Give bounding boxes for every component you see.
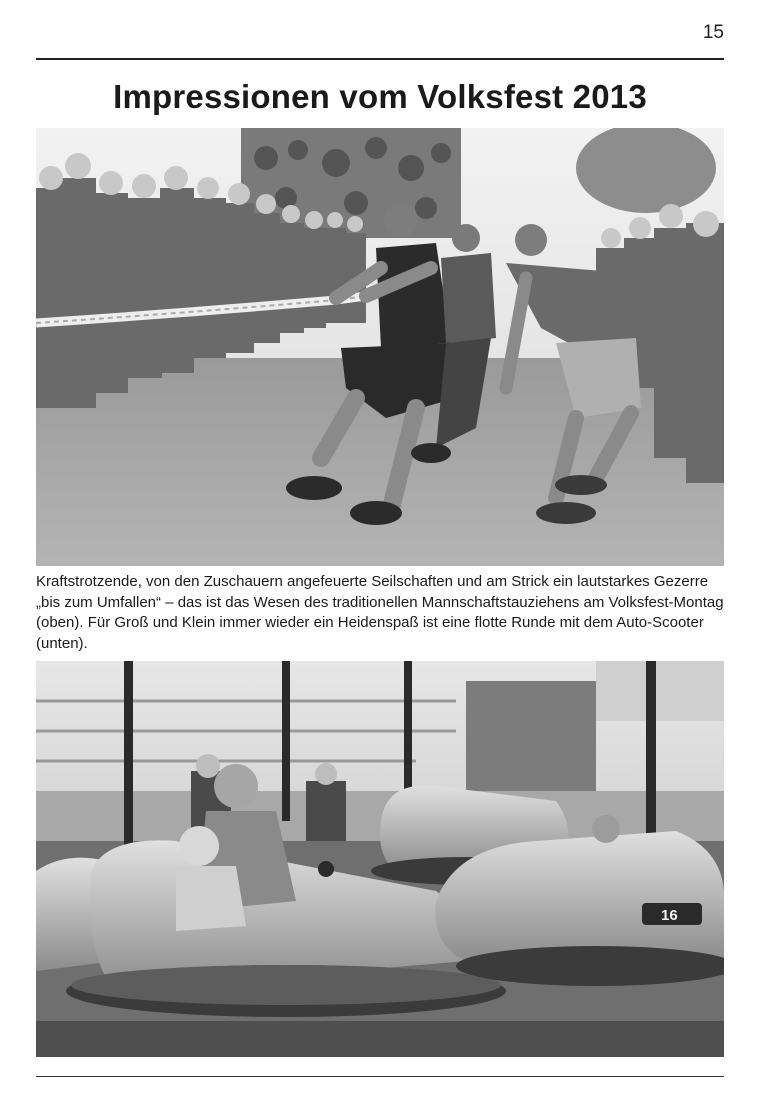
- tug-of-war-illustration: [36, 128, 724, 566]
- page-number: 15: [702, 22, 724, 43]
- photo-caption: Kraftstrotzende, von den Zuschauern angefeuerte Seilschaften und am Strick ein lautstarkes Gezerre „bis zum Umfallen“ – das ist das Wesen des traditionellen Mannschaftstauziehens am Volksfest-Montag (oben). Für Groß und Klein immer wieder ein Heidenspaß ist eine flotte Runde mit dem Auto-Scooter (unten).: [36, 573, 724, 652]
- photo-bumper-cars: [36, 661, 724, 1057]
- photo-tug-of-war: [36, 128, 724, 566]
- footer-rule: [36, 1076, 724, 1077]
- header-rule: [36, 58, 724, 60]
- car-number: 16: [661, 907, 678, 924]
- page-title: Impressionen vom Volksfest 2013: [113, 78, 647, 115]
- bumper-cars-illustration: [36, 661, 724, 1057]
